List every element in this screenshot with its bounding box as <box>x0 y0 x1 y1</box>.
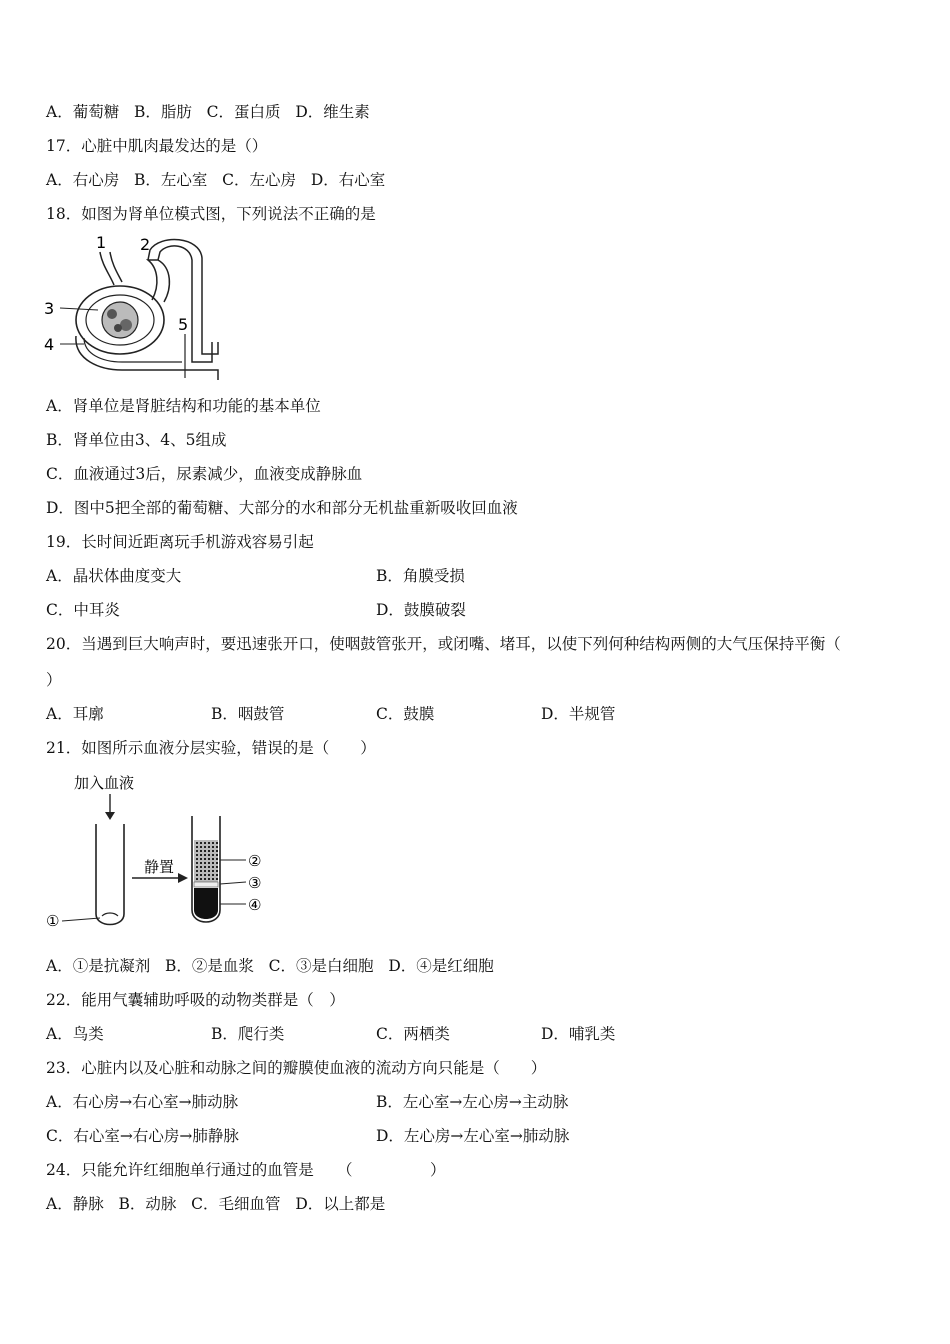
nephron-label-4: 4 <box>44 335 55 354</box>
test-tube-before <box>96 824 124 925</box>
q20-option-c: C．鼓膜 <box>376 705 435 723</box>
q20-option-b: B．咽鼓管 <box>211 705 285 723</box>
nephron-label-5: 5 <box>178 315 189 334</box>
q24-option-d: D．以上都是 <box>295 1195 386 1213</box>
nephron-label-1: 1 <box>96 233 107 252</box>
blood-label-1: ① <box>46 912 60 930</box>
anticoagulant-drop <box>102 913 118 916</box>
q16-option-a: A．葡萄糖 <box>46 103 120 121</box>
q17-stem: 17．心脏中肌肉最发达的是（） <box>46 137 268 155</box>
q18-option-b: B．肾单位由3、4、5组成 <box>46 431 227 449</box>
q19-option-c: C．中耳炎 <box>46 601 120 619</box>
q24-option-c: C．毛细血管 <box>191 1195 281 1213</box>
q21-stem: 21．如图所示血液分层实验，错误的是（ ） <box>46 739 376 757</box>
q24-option-b: B．动脉 <box>118 1195 177 1213</box>
q16-option-b: B．脂肪 <box>133 103 192 121</box>
q20-option-a: A．耳廓 <box>46 705 104 723</box>
settle-arrowhead <box>178 873 188 883</box>
add-blood-arrowhead <box>105 812 115 820</box>
label-3-pointer <box>220 882 246 884</box>
afferent-arteriole-wall <box>110 252 122 282</box>
q19-option-b: B．角膜受损 <box>376 567 465 585</box>
q23-option-a: A．右心房→右心室→肺动脉 <box>46 1093 239 1111</box>
q17-option-c: C．左心房 <box>222 171 297 189</box>
q21-option-d: D．④是红细胞 <box>388 957 494 975</box>
q23-option-b: B．左心室→左心房→主动脉 <box>376 1093 569 1111</box>
q21-option-c: C．③是白细胞 <box>268 957 374 975</box>
glomerulus-loop <box>114 324 122 332</box>
q19-option-d: D．鼓膜破裂 <box>376 601 466 619</box>
capillary-network <box>76 336 218 380</box>
blood-add-label: 加入血液 <box>74 774 135 792</box>
q19-stem: 19．长时间近距离玩手机游戏容易引起 <box>46 533 314 551</box>
white-cell-layer <box>194 882 218 887</box>
q22-option-a: A．鸟类 <box>46 1025 104 1043</box>
q24-option-a: A．静脉 <box>46 1195 104 1213</box>
blood-label-3: ③ <box>248 874 262 892</box>
q22-stem: 22．能用气囊辅助呼吸的动物类群是（ ） <box>46 991 345 1009</box>
nephron-figure <box>40 230 220 386</box>
afferent-arteriole <box>100 252 114 285</box>
q22-option-b: B．爬行类 <box>211 1025 285 1043</box>
glomerulus-loop <box>107 309 117 319</box>
q18-stem: 18．如图为肾单位模式图，下列说法不正确的是 <box>46 205 376 223</box>
plasma-texture <box>194 840 218 882</box>
q17-option-b: B．左心室 <box>133 171 208 189</box>
blood-layer-figure <box>44 766 274 942</box>
q24-options <box>46 1194 385 1214</box>
q20-stem-cont: ） <box>46 671 62 689</box>
q18-option-a: A．肾单位是肾脏结构和功能的基本单位 <box>46 397 321 415</box>
q17-option-a: A．右心房 <box>46 171 120 189</box>
q20-stem: 20．当遇到巨大响声时，要迅速张开口，使咽鼓管张开，或闭嘴、堵耳，以使下列何种结构两侧的大气压保持平衡（ <box>46 635 841 653</box>
settle-label: 静置 <box>144 858 175 876</box>
q19-option-a: A．晶状体曲度变大 <box>46 567 182 585</box>
blood-label-4: ④ <box>248 896 262 914</box>
q17-options <box>46 170 385 190</box>
q16-option-d: D．维生素 <box>295 103 370 121</box>
q20-option-d: D．半规管 <box>541 705 616 723</box>
q23-option-c: C．右心室→右心房→肺静脉 <box>46 1127 239 1145</box>
q17-option-d: D．右心室 <box>310 171 386 189</box>
q23-stem: 23．心脏内以及心脏和动脉之间的瓣膜使血液的流动方向只能是（ ） <box>46 1059 547 1077</box>
q21-option-a: A．①是抗凝剂 <box>46 957 151 975</box>
glomerulus <box>102 302 138 338</box>
q22-option-d: D．哺乳类 <box>541 1025 616 1043</box>
label-1-pointer <box>62 918 100 921</box>
nephron-label-2: 2 <box>140 235 151 254</box>
q16-option-c: C．蛋白质 <box>206 103 281 121</box>
q18-option-d: D．图中5把全部的葡萄糖、大部分的水和部分无机盐重新吸收回血液 <box>46 499 518 517</box>
blood-label-2: ② <box>248 852 262 870</box>
q21-options <box>46 956 494 976</box>
q18-option-c: C．血液通过3后，尿素减少，血液变成静脉血 <box>46 465 363 483</box>
q23-option-d: D．左心房→左心室→肺动脉 <box>376 1127 570 1145</box>
q24-stem: 24．只能允许红细胞单行通过的血管是 （ ） <box>46 1161 446 1179</box>
nephron-label-3: 3 <box>44 299 55 318</box>
red-cell-layer <box>194 888 218 919</box>
q21-option-b: B．②是血浆 <box>164 957 254 975</box>
q22-option-c: C．两栖类 <box>376 1025 450 1043</box>
q16-options <box>46 102 370 122</box>
